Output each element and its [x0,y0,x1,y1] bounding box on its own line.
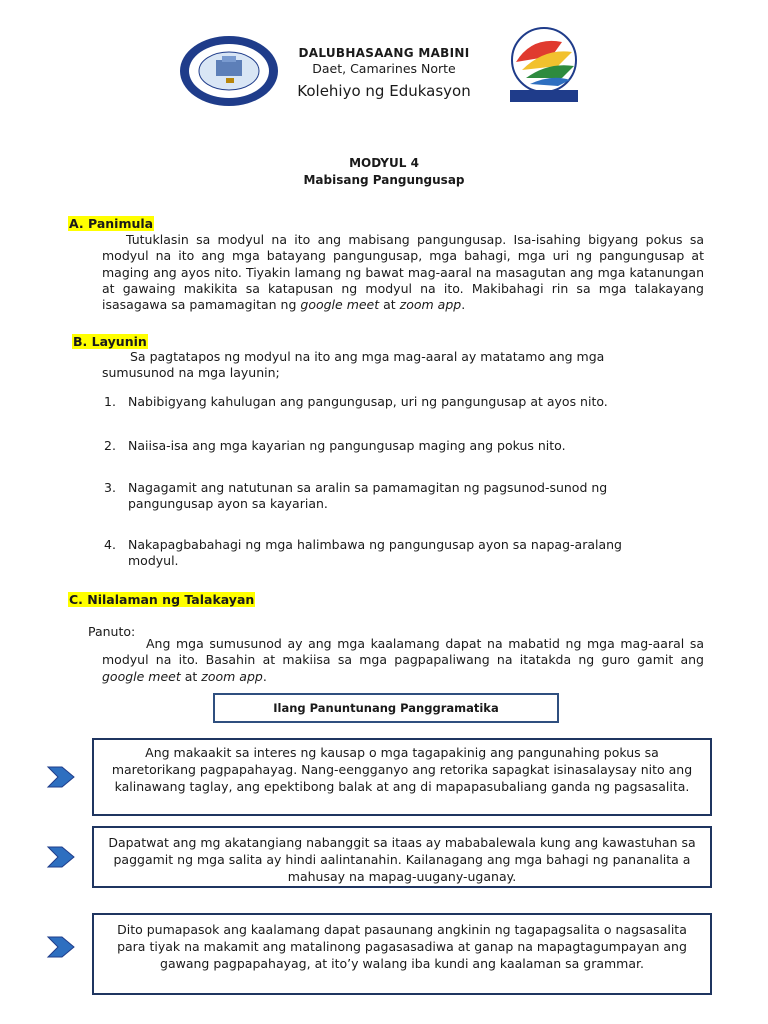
chevron-right-icon [46,846,76,868]
section-b-heading: B. Layunin [73,334,147,349]
section-c-heading: C. Nilalaman ng Talakayan [69,592,255,607]
section-a-body: Tutuklasin sa modyul na ito ang mabisang pangungusap. Isa-isahing bigyang pokus sa modyul na ito ang mga batayang pangungusap, mga bahagi, mga uri ng pangungusap at maging ang ayos nito. Tiyakin lamang ng bawat mag-aaral na masagutan ang mga katanungan at gawaing makikita sa katapusan ng modyul na ito. Makibahagi rin sa mga talakayang isasagawa sa pamamagitan ng google meet at zoom app. [102,232,704,313]
module-title: MODYUL 4 [349,156,419,170]
chevron-right-icon [46,936,76,958]
section-a-heading: A. Panimula [69,216,154,231]
institution-name: DALUBHASAANG MABINI [298,46,470,60]
grammar-rules-title-box: Ilang Panuntunang Panggramatika [213,693,559,723]
institution-location: Daet, Camarines Norte [312,61,456,76]
grammar-rule-box: Dapatwat ang mg akatangiang nabanggit sa itaas ay mababalewala kung ang kawastuhan sa paggamit ng mga salita ay hindi aalintanahin. Kailanagang ang mga bahagi ng pananalita a mahusay na mapag-uugany-uganay. [92,826,712,888]
section-b-intro: Sa pagtatapos ng modyul na ito ang mga mag-aaral ay matatamo ang mga sumusunod na mga layunin; [102,349,605,381]
module-subtitle: Mabisang Pangungusap [303,173,465,187]
panuto-label: Panuto: [88,624,136,639]
panuto-body: Ang mga sumusunod ay ang mga kaalamang dapat na mabatid ng mga mag-aaral sa modyul na ito. Basahin at makiisa sa mga pagpapaliwang na itatakda ng guro gamit ang google meet at zoom app. [102,636,704,684]
college-name: Kolehiyo ng Edukasyon [297,82,471,100]
chevron-right-icon [46,766,76,788]
grammar-rule-box: Ang makaakit sa interes ng kausap o mga tagapakinig ang pangunahing pokus sa maretorikang pagpapahayag. Nang-eengganyo ang retorika sapagkat isinasalaysay nito ang kalinawang taglay, ang epektibong balak at ang di mapapasubaliang ganda ng pagsasalita. [92,738,712,816]
grammar-rule-box: Dito pumapasok ang kaalamang dapat pasaunang angkinin ng tagapagsalita o nagsasalita para tiyak na makamit ang matalinong pagasasadiwa at ganap na mapagtagumpayan ang gawang pagpapahayag, at ito’y walang iba kundi ang kaalaman sa grammar. [92,913,712,995]
